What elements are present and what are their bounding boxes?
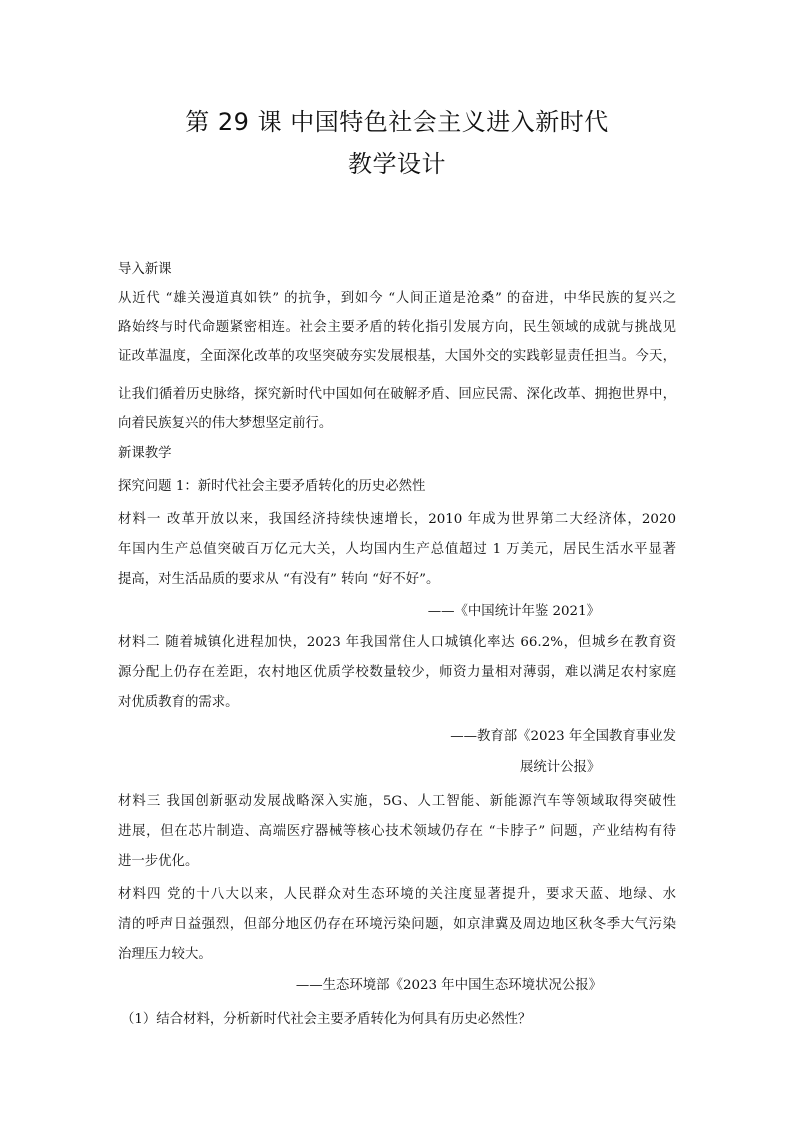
material-line: 清的呼声日益强烈，但部分地区仍存在环境污染问题，如京津冀及周边地区秋冬季大气污染 [118,917,676,932]
paragraph-line: 从近代 “雄关漫道真如铁” 的抗争，到如今 “人间正道是沧桑” 的奋进，中华民族的复兴之 [118,291,676,306]
section-heading-lesson: 新课教学 [118,446,172,461]
question-item: （1）结合材料，分析新时代社会主要矛盾转化为何具有历史必然性？ [121,1012,532,1027]
material-line: 进一步优化。 [118,854,199,869]
source-citation: ——生态环境部《2023 年中国生态环境状况公报》 [295,978,602,993]
question-heading: 探究问题 1：新时代社会主要矛盾转化的历史必然性 [118,479,426,494]
paragraph-line: 路始终与时代命题紧密相连。社会主要矛盾的转化指引发展方向，民生领域的成就与挑战见 [118,320,676,335]
paragraph-line: 向着民族复兴的伟大梦想坚定前行。 [118,416,333,431]
material-line: 材料一 改革开放以来，我国经济持续快速增长，2010 年成为世界第二大经济体，2020 [118,512,676,527]
document-title: 第 29 课 中国特色社会主义进入新时代 [185,108,609,136]
material-line: 材料二 随着城镇化进程加快，2023 年我国常住人口城镇化率达 66.2%，但城乡在教育资 [118,635,676,650]
material-line: 年国内生产总值突破百万亿元大关，人均国内生产总值超过 1 万美元，居民生活水平显著 [118,542,676,557]
paragraph-line: 让我们循着历史脉络，探究新时代中国如何在破解矛盾、回应民需、深化改革、拥抱世界中， [118,387,676,402]
document-subtitle: 教学设计 [348,150,446,178]
source-citation: ——教育部《2023 年全国教育事业发 [450,729,676,744]
section-heading-intro: 导入新课 [118,262,172,277]
material-line: 进展，但在芯片制造、高端医疗器械等核心技术领域仍存在 “卡脖子” 问题，产业结构有待 [118,824,676,839]
material-line: 提高，对生活品质的要求从 “有没有” 转向 “好不好”。 [118,572,440,587]
source-citation: ——《中国统计年鉴 2021》 [427,604,600,619]
material-line: 材料三 我国创新驱动发展战略深入实施，5G、人工智能、新能源汽车等领域取得突破性 [118,794,676,809]
material-line: 源分配上仍存在差距，农村地区优质学校数量较少，师资力量相对薄弱，难以满足农村家庭 [118,665,676,680]
material-line: 治理压力较大。 [118,947,212,962]
paragraph-line: 证改革温度，全面深化改革的攻坚突破夯实发展根基，大国外交的实践彰显责任担当。今天， [118,349,676,364]
material-line: 材料四 党的十八大以来，人民群众对生态环境的关注度显著提升，要求天蓝、地绿、水 [118,887,676,902]
source-citation: 展统计公报》 [520,760,601,775]
material-line: 对优质教育的需求。 [118,695,239,710]
